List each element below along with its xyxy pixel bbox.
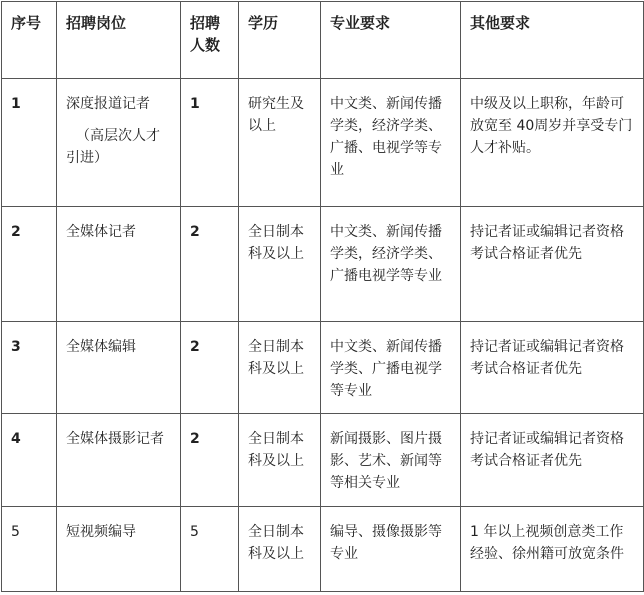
header-count: 招聘人数 [181, 2, 239, 79]
position-title: 深度报道记者 [66, 96, 150, 112]
row-no: 5 [2, 507, 57, 592]
table-row [2, 414, 644, 507]
header-other: 其他要求 [461, 2, 644, 79]
header-major: 专业要求 [321, 2, 461, 79]
row-major: 编导、摄像摄影等专业 [321, 507, 461, 592]
row-no: 2 [2, 207, 57, 322]
header-education: 学历 [239, 2, 321, 79]
row-position: 全媒体编辑 [57, 322, 181, 414]
row-count: 1 [181, 79, 239, 207]
recruitment-table [1, 1, 644, 592]
row-count: 2 [181, 207, 239, 322]
row-position [57, 79, 181, 207]
table-row [2, 79, 644, 207]
row-major: 新闻摄影、图片摄影、艺术、新闻等等相关专业 [321, 414, 461, 507]
header-position: 招聘岗位 [57, 2, 181, 79]
header-row [2, 2, 644, 79]
row-major: 中文类、新闻传播学类，经济学类、广播、电视学等专业 [321, 79, 461, 207]
row-other: 持记者证或编辑记者资格考试合格证者优先 [461, 207, 644, 322]
row-education: 全日制本科及以上 [239, 207, 321, 322]
row-other: 1 年以上视频创意类工作经验、徐州籍可放宽条件 [461, 507, 644, 592]
row-no: 3 [2, 322, 57, 414]
row-other: 中级及以上职称，年龄可放宽至 40周岁并享受专门人才补贴。 [461, 79, 644, 207]
row-other: 持记者证或编辑记者资格考试合格证者优先 [461, 414, 644, 507]
row-education: 全日制本科及以上 [239, 507, 321, 592]
row-other: 持记者证或编辑记者资格考试合格证者优先 [461, 322, 644, 414]
row-no: 4 [2, 414, 57, 507]
table-row [2, 507, 644, 592]
row-no: 1 [2, 79, 57, 207]
row-major: 中文类、新闻传播学类、广播电视学等专业 [321, 322, 461, 414]
position-note: （高层次人才引进） [66, 128, 160, 166]
table-row [2, 322, 644, 414]
row-position: 全媒体摄影记者 [57, 414, 181, 507]
row-major: 中文类、新闻传播学类，经济学类、广播电视学等专业 [321, 207, 461, 322]
row-count: 2 [181, 322, 239, 414]
table-row [2, 207, 644, 322]
row-count: 2 [181, 414, 239, 507]
row-position: 全媒体记者 [57, 207, 181, 322]
header-no: 序号 [2, 2, 57, 79]
row-count: 5 [181, 507, 239, 592]
row-education: 研究生及以上 [239, 79, 321, 207]
row-education: 全日制本科及以上 [239, 322, 321, 414]
row-position: 短视频编导 [57, 507, 181, 592]
row-education: 全日制本科及以上 [239, 414, 321, 507]
